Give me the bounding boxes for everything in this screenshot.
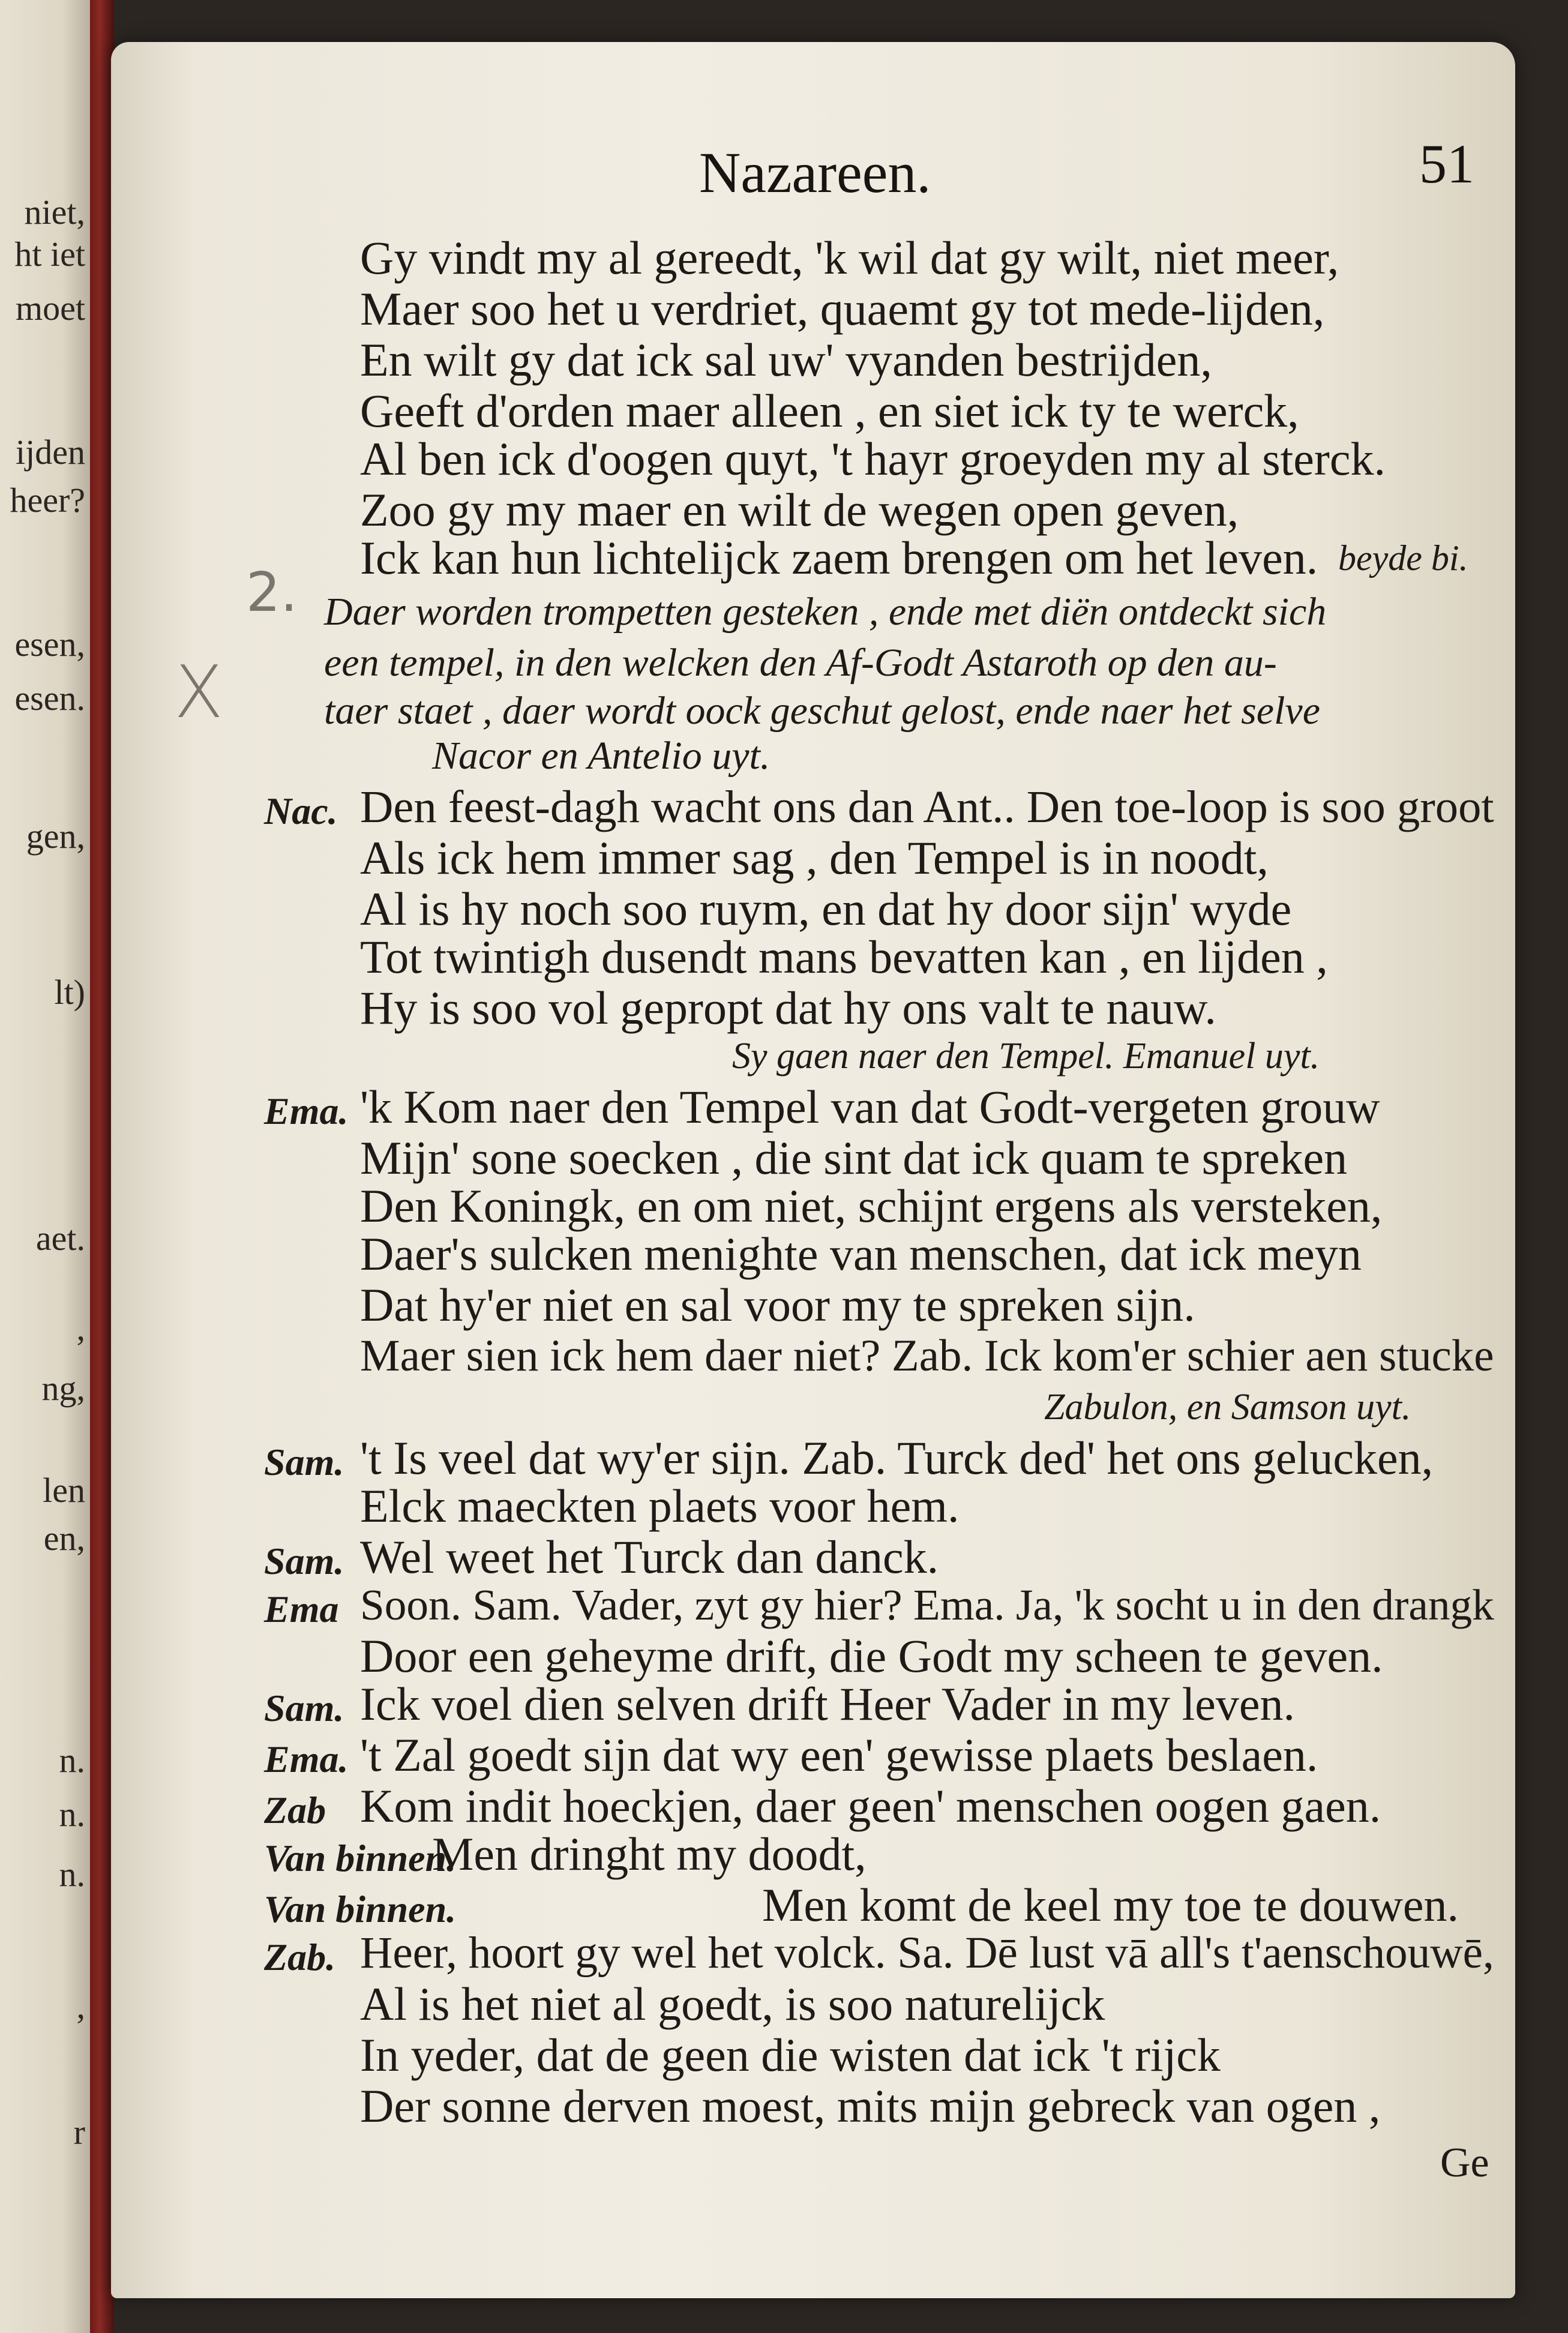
verse-line: En wilt gy dat ick sal uw' vyanden bestrijden, [360,334,1212,386]
speaker-label: Van binnen. [264,1888,457,1930]
speaker-label: Sam. [264,1441,344,1483]
left-page-fragment: len [43,1471,85,1510]
verse-line: Elck maeckten plaets voor hem. [360,1480,960,1532]
verse-line: In yeder, dat de geen die wisten dat ick 't rijck [360,2029,1221,2081]
speaker-label: Ema. [264,1090,349,1132]
speaker-label: Sam. [264,1687,344,1729]
stage-direction: een tempel, in den welcken den Af-Godt Astaroth op den au- [324,641,1277,685]
verse-line: Soon. Sam. Vader, zyt gy hier? Ema. Ja, 'k socht u in den drangk [360,1581,1494,1629]
left-page-fragment: ijden [16,433,85,472]
left-page-fragment: niet, [24,193,85,232]
verse-line: Men komt de keel my toe te douwen. [762,1879,1459,1931]
verse-line: Zoo gy my maer en wilt de wegen open geven, [360,484,1239,536]
verse-line: Daer's sulcken menighte van menschen, dat ick meyn [360,1228,1362,1280]
pencil-mark-number: 2. [246,561,298,624]
left-page-fragment: r [73,2113,85,2152]
left-page-fragment: lt) [54,973,85,1012]
verse-line: Al is hy noch soo ruym, en dat hy door sijn' wyde [360,883,1292,935]
speaker-label: Nac. [264,790,338,832]
running-title: Nazareen. [699,140,931,205]
stage-direction: taer staet , daer wordt oock geschut gelost, ende naer het selve [324,689,1320,733]
speaker-label: Zab [264,1789,326,1831]
verse-line: Ick voel dien selven drift Heer Vader in my leven. [360,1678,1296,1730]
verse-line: Der sonne derven moest, mits mijn gebreck van ogen , [360,2080,1381,2132]
left-page-fragment: en, [43,1519,85,1558]
speaker-label: Zab. [264,1936,336,1978]
verse-line: Den feest-dagh wacht ons dan Ant.. Den toe-loop is soo groot [360,781,1494,832]
left-page-fragment: ng, [41,1369,85,1408]
verse-line: Wel weet het Turck dan danck. [360,1531,939,1583]
verse-line: 'k Kom naer den Tempel van dat Godt-vergeten grouw [360,1081,1380,1133]
verse-line: Ick kan hun lichtelijck zaem brengen om het leven. [360,532,1318,584]
left-page-fragment: esen, [14,625,85,664]
verse-line: 't Zal goedt sijn dat wy een' gewisse plaets beslaen. [360,1729,1318,1781]
left-page-fragment: , [76,1987,85,2026]
stage-aside: beyde bi. [1338,538,1468,578]
verse-line: Kom indit hoeckjen, daer geen' menschen oogen gaen. [360,1780,1381,1832]
verse-line: Gy vindt my al gereedt, 'k wil dat gy wilt, niet meer, [360,232,1339,284]
left-page-fragment: heer? [10,481,85,520]
stage-direction: Nacor en Antelio uyt. [432,734,770,778]
verse-line: Tot twintigh dusendt mans bevatten kan , en lijden , [360,931,1328,983]
left-page-fragment: aet. [35,1219,85,1258]
left-page-fragment: moet [16,289,85,328]
verse-line: Maer soo het u verdriet, quaemt gy tot mede-lijden, [360,283,1325,335]
verse-line: Maer sien ick hem daer niet? Zab. Ick kom'er schier aen stucke [360,1331,1494,1381]
left-page-fragment: esen. [14,679,85,718]
catchword: Ge [1440,2140,1489,2186]
verse-line: Al ben ick d'oogen quyt, 't hayr groeyden my al sterck. [360,433,1386,485]
page-number: 51 [1419,133,1474,194]
verse-line: Dat hy'er niet en sal voor my te spreken sijn. [360,1279,1195,1331]
left-page-fragment: n. [59,1855,85,1894]
stage-direction: Daer worden trompetten gesteken , ende met diën ontdeckt sich [324,590,1327,634]
left-page-fragment: n. [59,1795,85,1834]
stage-direction: Sy gaen naer den Tempel. Emanuel uyt. [732,1036,1320,1076]
left-page [0,0,90,2333]
left-page-fragment: n. [59,1741,85,1780]
left-page-fragment: gen, [26,817,85,856]
verse-line: Men dringht my doodt, [432,1828,867,1880]
verse-line: Heer, hoort gy wel het volck. Sa. Dē lust vā all's t'aenschouwē, [360,1928,1494,1978]
speaker-label: Sam. [264,1540,344,1582]
verse-line: Al is het niet al goedt, is soo naturelijck [360,1978,1105,2030]
verse-line: Als ick hem immer sag , den Tempel is in noodt, [360,832,1269,884]
verse-line: Geeft d'orden maer alleen , en siet ick ty te werck, [360,385,1299,437]
left-page-fragment: , [76,1309,85,1348]
verse-line: Mijn' sone soecken , die sint dat ick quam te spreken [360,1132,1348,1184]
speaker-label: Van binnen. [264,1837,457,1879]
verse-line: Den Koningk, en om niet, schijnt ergens als versteken, [360,1180,1383,1232]
verse-line: Door een geheyme drift, die Godt my scheen te geven. [360,1630,1383,1682]
book-gutter [90,0,114,2333]
stage-direction: Zabulon, en Samson uyt. [1044,1387,1411,1428]
pencil-mark-cross: X [174,651,224,734]
left-page-fragment: ht iet [14,235,85,274]
verse-line: 't Is veel dat wy'er sijn. Zab. Turck ded' het ons gelucken, [360,1432,1434,1484]
speaker-label: Ema. [264,1738,349,1780]
speaker-label: Ema [264,1588,339,1630]
verse-line: Hy is soo vol gepropt dat hy ons valt te nauw. [360,982,1216,1034]
